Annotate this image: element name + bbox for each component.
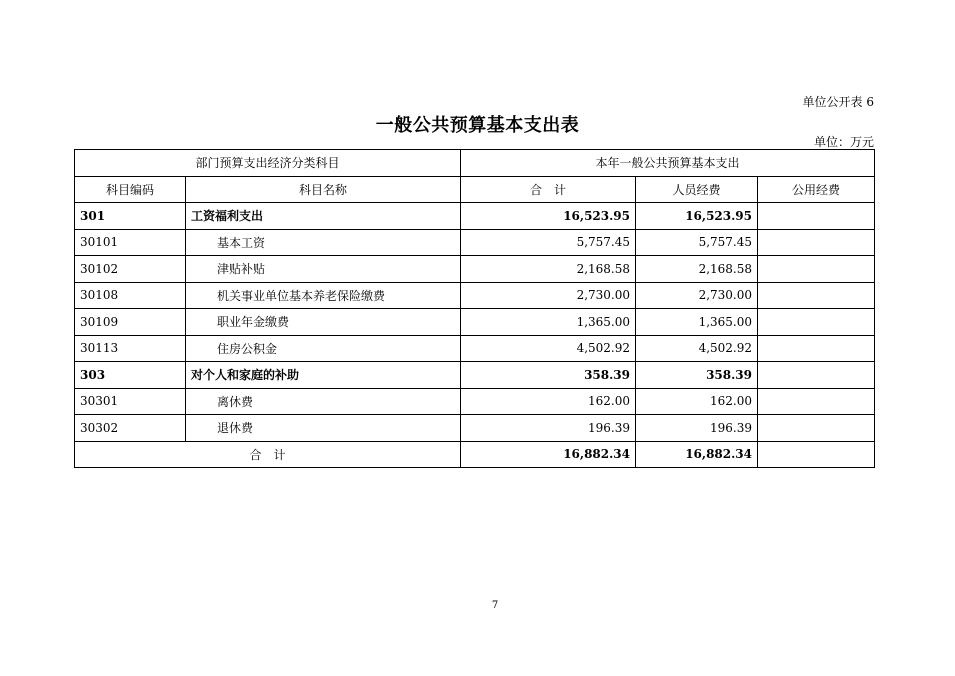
row-name: 住房公积金: [186, 335, 461, 362]
row-personnel: 2,168.58: [636, 256, 758, 283]
row-name: 基本工资: [186, 229, 461, 256]
row-code: 30302: [75, 415, 186, 442]
row-code: 30108: [75, 282, 186, 309]
row-personnel: 2,730.00: [636, 282, 758, 309]
group-header-expenditure: 本年一般公共预算基本支出: [461, 150, 875, 177]
row-personnel: 358.39: [636, 362, 758, 389]
row-total: 16,523.95: [461, 203, 636, 230]
column-header-total: 合 计: [461, 176, 636, 203]
row-code: 30101: [75, 229, 186, 256]
group-header-classification: 部门预算支出经济分类科目: [75, 150, 461, 177]
row-total: 2,730.00: [461, 282, 636, 309]
row-public: [758, 335, 875, 362]
column-header-row: [75, 176, 875, 203]
total-row: [75, 441, 875, 468]
row-public: [758, 362, 875, 389]
row-public: [758, 203, 875, 230]
row-name: 退休费: [186, 415, 461, 442]
budget-table: [74, 149, 875, 468]
row-name: 津贴补贴: [186, 256, 461, 283]
row-total: 2,168.58: [461, 256, 636, 283]
row-public: [758, 229, 875, 256]
table-row: [75, 335, 875, 362]
row-personnel: 16,523.95: [636, 203, 758, 230]
row-name: 离休费: [186, 388, 461, 415]
table-row: [75, 309, 875, 336]
total-label: 合 计: [75, 441, 461, 468]
table-row: [75, 388, 875, 415]
row-code: 30113: [75, 335, 186, 362]
table-row: [75, 203, 875, 230]
total-personnel: 16,882.34: [636, 441, 758, 468]
total-sum: 16,882.34: [461, 441, 636, 468]
row-total: 162.00: [461, 388, 636, 415]
row-code: 30102: [75, 256, 186, 283]
row-total: 196.39: [461, 415, 636, 442]
row-public: [758, 282, 875, 309]
row-name: 机关事业单位基本养老保险缴费: [186, 282, 461, 309]
column-header-code: 科目编码: [75, 176, 186, 203]
row-code: 303: [75, 362, 186, 389]
document-title: 一般公共预算基本支出表: [375, 115, 580, 136]
row-total: 358.39: [461, 362, 636, 389]
table-row: [75, 415, 875, 442]
table-row: [75, 256, 875, 283]
row-total: 5,757.45: [461, 229, 636, 256]
row-name: 职业年金缴费: [186, 309, 461, 336]
column-header-name: 科目名称: [186, 176, 461, 203]
row-public: [758, 415, 875, 442]
row-personnel: 1,365.00: [636, 309, 758, 336]
page-number: 7: [491, 600, 499, 611]
row-total: 4,502.92: [461, 335, 636, 362]
row-personnel: 5,757.45: [636, 229, 758, 256]
row-code: 301: [75, 203, 186, 230]
row-total: 1,365.00: [461, 309, 636, 336]
row-personnel: 162.00: [636, 388, 758, 415]
row-personnel: 196.39: [636, 415, 758, 442]
table-row: [75, 362, 875, 389]
row-code: 30301: [75, 388, 186, 415]
column-header-public: 公用经费: [758, 176, 875, 203]
row-public: [758, 309, 875, 336]
row-name: 对个人和家庭的补助: [186, 362, 461, 389]
table-row: [75, 229, 875, 256]
row-name: 工资福利支出: [186, 203, 461, 230]
table-number: 单位公开表 6: [802, 95, 874, 109]
row-public: [758, 388, 875, 415]
row-code: 30109: [75, 309, 186, 336]
row-public: [758, 256, 875, 283]
unit-label: 单位：万元: [813, 135, 874, 149]
total-public: [758, 441, 875, 468]
column-header-personnel: 人员经费: [636, 176, 758, 203]
row-personnel: 4,502.92: [636, 335, 758, 362]
table-row: [75, 282, 875, 309]
group-header-row: [75, 150, 875, 177]
